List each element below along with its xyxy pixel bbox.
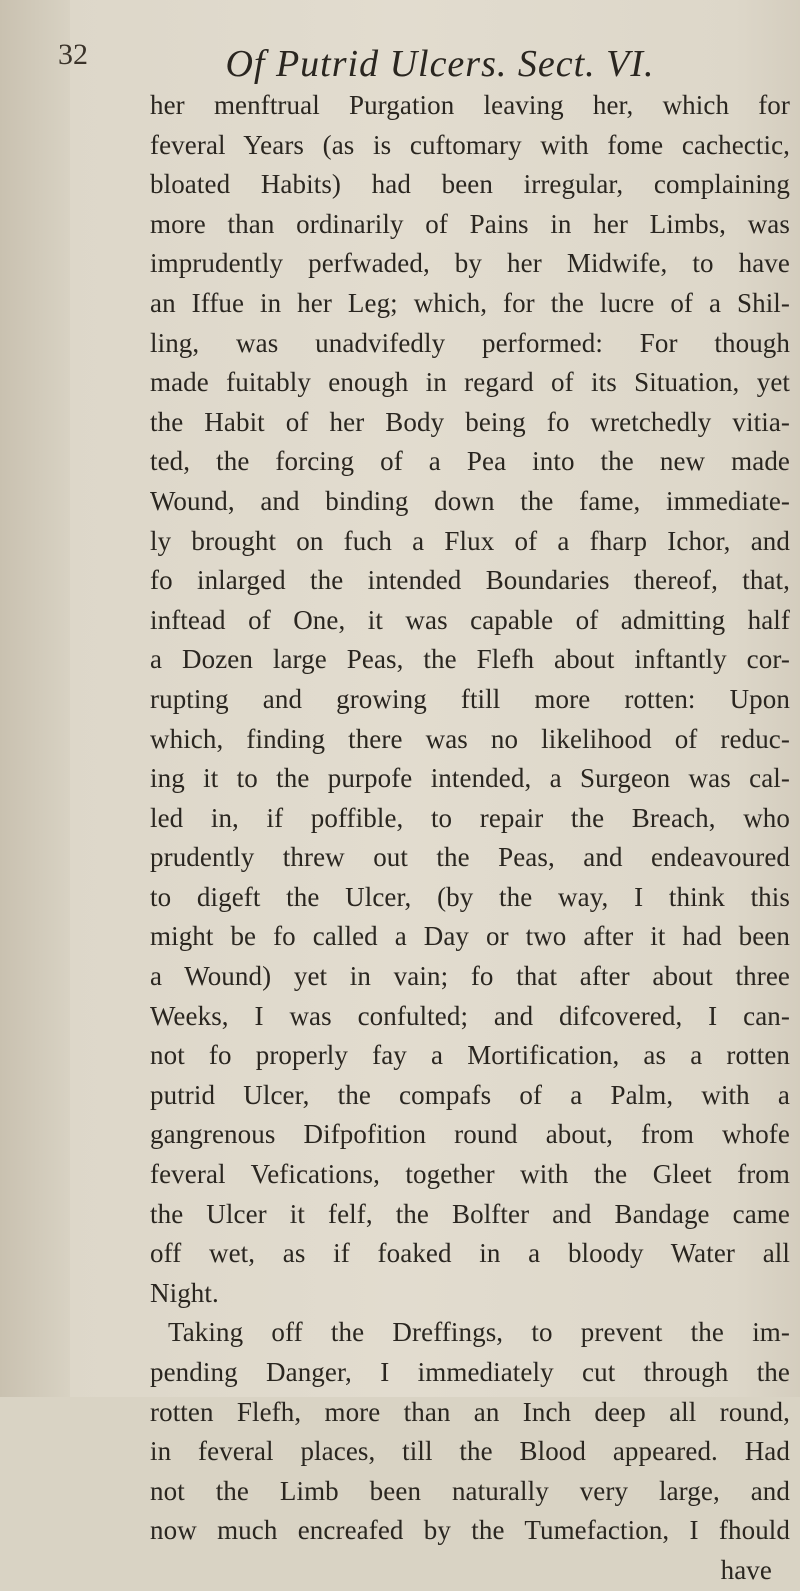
catchword: have [720, 1554, 772, 1585]
text-line: ly brought on fuch a Flux of a fharp Ichor, and [150, 525, 790, 556]
text-line: Weeks, I was confulted; and difcovered, I can- [150, 1000, 790, 1031]
text-line: more than ordinarily of Pains in her Limbs, was [150, 208, 790, 239]
text-line: putrid Ulcer, the compafs of a Palm, with a [150, 1079, 790, 1110]
text-line: inftead of One, it was capable of admitting half [150, 604, 790, 635]
text-line: might be fo called a Day or two after it had been [150, 921, 790, 952]
text-line: a Dozen large Peas, the Flefh about inftantly cor- [150, 644, 790, 675]
text-line: off wet, as if foaked in a bloody Water all [150, 1238, 790, 1269]
text-line: fo inlarged the intended Boundaries thereof, that, [150, 565, 790, 596]
text-line: gangrenous Difpofition round about, from whofe [150, 1119, 790, 1150]
text-line: the Habit of her Body being fo wretchedly vitia- [150, 406, 790, 437]
page-gutter [0, 0, 70, 1397]
text-line: the Ulcer it felf, the Bolfter and Bandage came [150, 1198, 790, 1229]
text-line: ted, the forcing of a Pea into the new made [150, 446, 790, 477]
text-line: in feveral places, till the Blood appeared. Had [150, 1436, 790, 1467]
text-line: not fo properly fay a Mortification, as a rotten [150, 1040, 790, 1071]
text-line: imprudently perfwaded, by her Midwife, to have [150, 248, 790, 279]
text-line: Taking off the Dreffings, to prevent the im- [168, 1317, 790, 1348]
text-line: Wound, and binding down the fame, immediate- [150, 485, 790, 516]
running-head: Of Putrid Ulcers. Sect. VI. [225, 43, 655, 85]
page-number: 32 [58, 38, 88, 71]
text-line: Night. [150, 1277, 219, 1308]
text-line: feveral Years (as is cuftomary with fome cachectic, [150, 129, 790, 160]
text-line: led in, if poffible, to repair the Breach, who [150, 802, 790, 833]
text-line: ling, was unadvifedly performed: For though [150, 327, 790, 358]
text-line: pending Danger, I immediately cut through the [150, 1357, 790, 1387]
text-line: to digeft the Ulcer, (by the way, I think this [150, 881, 790, 912]
text-line: now much encreafed by the Tumefaction, I fhould [150, 1515, 790, 1546]
text-line: a Wound) yet in vain; fo that after about three [150, 961, 790, 992]
text-line: made fuitably enough in regard of its Situation, yet [150, 367, 790, 398]
text-line: not the Limb been naturally very large, and [150, 1475, 790, 1506]
text-line: her menftrual Purgation leaving her, which for [150, 90, 790, 120]
text-line: feveral Vefications, together with the Gleet from [150, 1159, 790, 1190]
text-line: prudently threw out the Peas, and endeavoured [150, 842, 790, 873]
text-line: rupting and growing ftill more rotten: Upon [150, 683, 790, 714]
text-line: bloated Habits) had been irregular, complaining [150, 169, 790, 200]
text-line: ing it to the purpofe intended, a Surgeon was cal- [150, 763, 790, 794]
text-line: an Iffue in her Leg; which, for the lucre of a Shil- [150, 287, 790, 318]
text-line: rotten Flefh, more than an Inch deep all round, [150, 1396, 790, 1427]
text-line: which, finding there was no likelihood of reduc- [150, 723, 790, 754]
body-text [150, 86, 790, 1591]
